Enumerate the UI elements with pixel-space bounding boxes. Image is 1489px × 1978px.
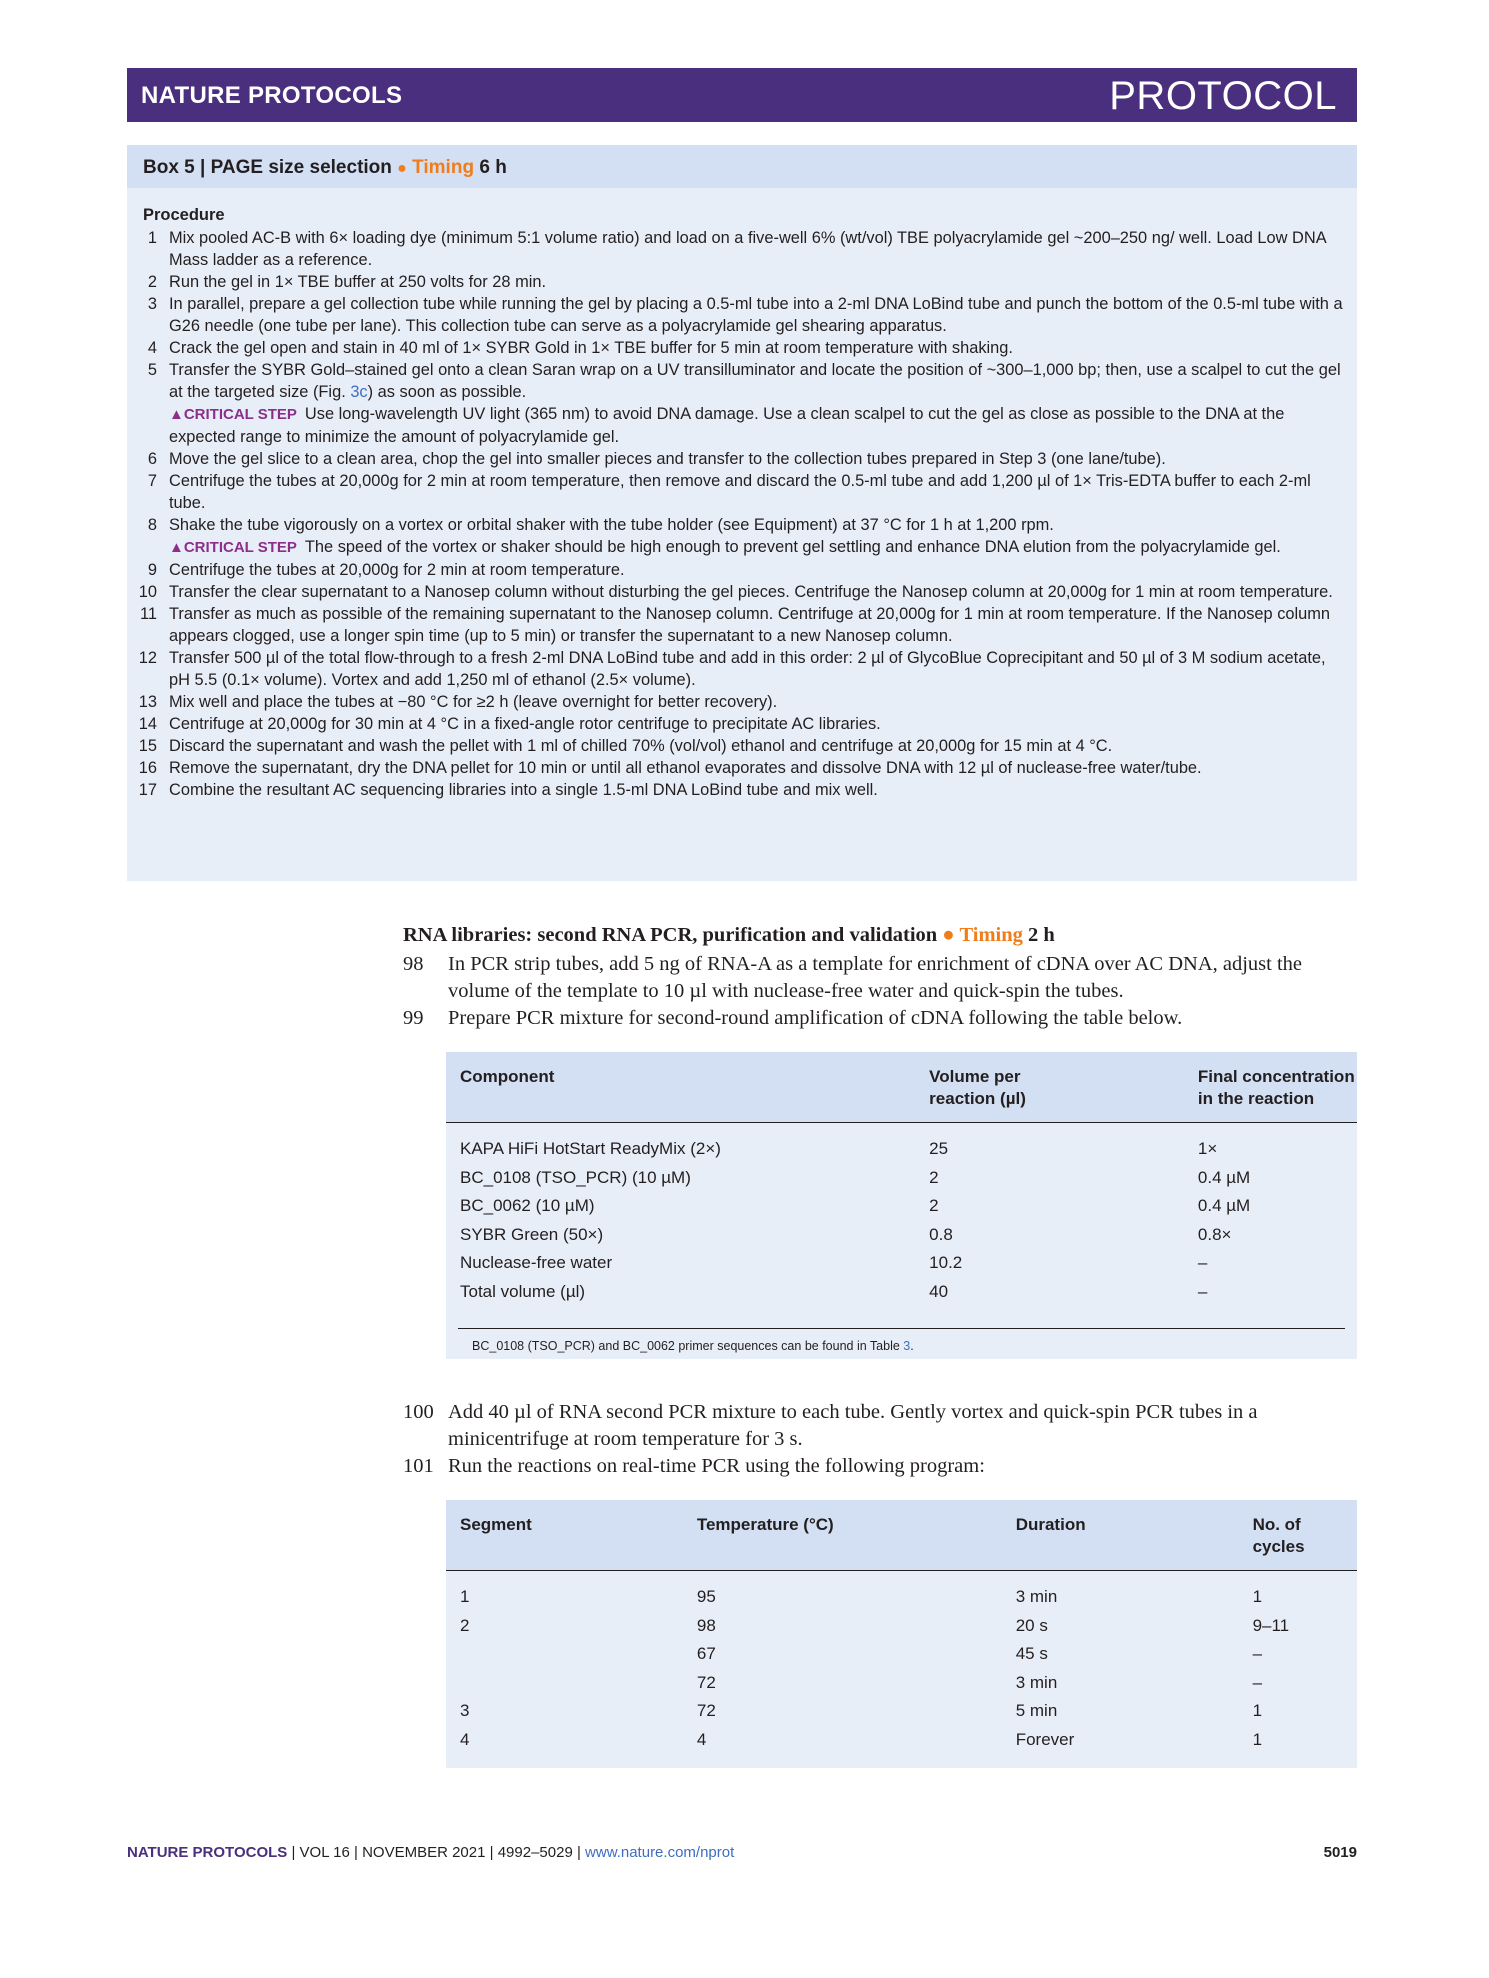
step-number: 9 xyxy=(147,561,157,579)
critical-step xyxy=(169,403,1345,448)
step-text: Move the gel slice to a clean area, chop the gel into smaller pieces and transfer to the collection tubes prepared in Step 3 (one lane/tube). xyxy=(169,450,1166,468)
table-cell: – xyxy=(1197,1281,1208,1301)
table-cell: 4 xyxy=(696,1729,707,1749)
step-text: Shake the tube vigorously on a vortex or orbital shaker with the tube holder (see Equipment) at 37 °C for 1 h at 1,200 rpm. xyxy=(169,516,1054,534)
box-step xyxy=(127,448,1357,470)
step-number: 1 xyxy=(147,229,157,247)
table-cell: BC_0062 (10 µM) xyxy=(460,1196,595,1215)
step-text: Add 40 µl of RNA second PCR mixture to each tube. Gently vortex and quick-spin PCR tubes in a minicentrifuge at room temperature for 3 s. xyxy=(448,1401,1258,1450)
box-title: Box 5 | PAGE size selection ● Timing 6 h xyxy=(127,145,1357,188)
table-cell: 3 min xyxy=(1015,1672,1058,1692)
footer-pages: 4992–5029 xyxy=(497,1844,573,1861)
table-cell: 72 xyxy=(696,1701,716,1720)
box-step xyxy=(127,647,1357,691)
table-footnote: BC_0108 (TSO_PCR) and BC_0062 primer sequences can be found in Table 3. xyxy=(458,1328,1345,1359)
table-cell: – xyxy=(1197,1253,1208,1272)
step-text: Mix well and place the tubes at −80 °C for ≥2 h (leave overnight for better recovery). xyxy=(169,693,778,711)
box-step xyxy=(127,713,1357,735)
timing-dot-icon: ● xyxy=(942,924,955,946)
pcr-program-table xyxy=(446,1500,1357,1768)
table-cell: 98 xyxy=(696,1615,716,1635)
box-step xyxy=(127,514,1357,559)
step-text: Combine the resultant AC sequencing libraries into a single 1.5-ml DNA LoBind tube and mix well. xyxy=(169,781,878,799)
footer-volume: VOL 16 xyxy=(299,1844,350,1861)
running-header xyxy=(127,68,1357,122)
step-number: 11 xyxy=(139,605,157,623)
box-step xyxy=(127,735,1357,757)
table-cell: Forever xyxy=(1015,1729,1075,1749)
table-cell: 1 xyxy=(1252,1587,1263,1606)
step-text: Transfer 500 µl of the total flow-through to a fresh 2-ml DNA LoBind tube and add in this order: 2 µl of GlycoBlue Coprecipitant and 50 µl of 3 M sodium acetate, pH 5.5 (0.1× volume). Vortex and add 1,250 ml of ethanol (2.5× volume). xyxy=(169,649,1326,689)
critical-text: Use long-wavelength UV light (365 nm) to avoid DNA damage. Use a clean scalpel to cut the gel as close as possible to the DNA at the expected range to minimize the amount of polyacrylamide gel. xyxy=(169,405,1285,446)
step-text: Transfer as much as possible of the remaining supernatant to the Nanosep column. Centrifuge at 20,000g for 1 min at room temperature. If the Nanosep column appears clogged, use a longer spin time (up to 5 min) or transfer the supernatant to a new Nanosep column. xyxy=(169,605,1331,645)
step-text: Discard the supernatant and wash the pellet with 1 ml of chilled 70% (vol/vol) ethanol and centrifuge at 20,000g for 15 min at 4 °C. xyxy=(169,737,1113,755)
critical-step xyxy=(169,536,1345,559)
table-cell: 4 xyxy=(460,1729,470,1749)
table-cell: Total volume (µl) xyxy=(460,1281,586,1301)
table-cell: 72 xyxy=(696,1672,716,1692)
box-step xyxy=(127,581,1357,603)
step-number: 8 xyxy=(147,516,157,534)
step-text: In PCR strip tubes, add 5 ng of RNA-A as a template for enrichment of cDNA over AC DNA, adjust the volume of the template to 10 µl with nuclease-free water and quick-spin the tubes. xyxy=(448,953,1303,1002)
box-step xyxy=(127,293,1357,337)
box-step xyxy=(127,359,1357,448)
table-cell: 1 xyxy=(1252,1701,1263,1720)
page-footer: NATURE PROTOCOLS | VOL 16 | NOVEMBER 2021 | 4992–5029 | www.nature.com/nprot 5019 xyxy=(127,1844,1357,1861)
table-cell: – xyxy=(1252,1672,1263,1692)
table-cell: 95 xyxy=(696,1587,716,1606)
step-text: Mix pooled AC-B with 6× loading dye (minimum 5:1 volume ratio) and load on a five-well 6% (wt/vol) TBE polyacrylamide gel ~200–250 ng/ well. Load Low DNA Mass ladder as a reference. xyxy=(169,229,1326,269)
table-cell: 20 s xyxy=(1015,1615,1048,1635)
box-step xyxy=(127,227,1357,271)
section-heading: RNA libraries: second RNA PCR, purification and validation ● Timing 2 h xyxy=(403,924,1055,946)
table-cell: 67 xyxy=(696,1644,716,1663)
figure-link[interactable]: 3c xyxy=(350,383,368,401)
step-number: 15 xyxy=(138,737,157,755)
column-header: No. of cycles xyxy=(1239,1500,1357,1571)
column-header: Component xyxy=(446,1052,915,1123)
box-step xyxy=(127,691,1357,713)
step-text: Transfer the clear supernatant to a Nanosep column without disturbing the gel pieces. Centrifuge the Nanosep column at 20,000g for 1 min at room temperature. xyxy=(169,583,1333,601)
step-number: 17 xyxy=(138,781,157,799)
table-row xyxy=(446,1612,1357,1641)
table-cell: 1 xyxy=(1252,1729,1263,1749)
step-number: 100 xyxy=(403,1401,434,1423)
main-content xyxy=(403,924,1357,1768)
footer-date: NOVEMBER 2021 xyxy=(362,1844,486,1861)
box-5 xyxy=(127,145,1357,881)
step-text: In parallel, prepare a gel collection tube while running the gel by placing a 0.5-ml tube into a 2-ml DNA LoBind tube and punch the bottom of the 0.5-ml tube with a G26 needle (one tube per lane). This collection tube can serve as a polyacrylamide gel shearing apparatus. xyxy=(169,295,1343,335)
step-number: 12 xyxy=(138,649,157,667)
table-cell: 0.4 µM xyxy=(1197,1196,1251,1215)
table-row xyxy=(446,1278,1357,1307)
step-number: 2 xyxy=(147,273,157,291)
table-row xyxy=(446,1571,1357,1612)
critical-label: ▲CRITICAL STEP xyxy=(169,539,297,556)
step-number: 3 xyxy=(147,295,157,313)
step-number: 4 xyxy=(147,339,157,357)
article-type: PROTOCOL xyxy=(1109,74,1337,118)
column-header: Segment xyxy=(446,1500,683,1571)
table-row xyxy=(446,1123,1357,1164)
page-number: 5019 xyxy=(1323,1844,1357,1861)
table-cell: – xyxy=(1252,1644,1263,1663)
step-number: 14 xyxy=(138,715,157,733)
box-step xyxy=(127,337,1357,359)
table-cell: 3 xyxy=(460,1701,470,1720)
column-header: Temperature (°C) xyxy=(683,1500,1002,1571)
box-step xyxy=(127,470,1357,514)
journal-name: NATURE PROTOCOLS xyxy=(141,82,403,109)
table-cell: 2 xyxy=(929,1196,939,1215)
steps-100-101 xyxy=(403,1399,1357,1480)
table-row xyxy=(446,1669,1357,1698)
step-number: 7 xyxy=(147,472,157,490)
step-number: 16 xyxy=(138,759,157,777)
step-text: Crack the gel open and stain in 40 ml of 1× SYBR Gold in 1× TBE buffer for 5 min at room temperature with shaking. xyxy=(169,339,1013,357)
timing-dot-icon: ● xyxy=(397,160,407,177)
step-text: Transfer the SYBR Gold–stained gel onto a clean Saran wrap on a UV transilluminator and locate the position of ~300–1,000 bp; then, use a scalpel to cut the gel at the targeted size (Fig. xyxy=(169,361,1341,401)
table-cell: 1× xyxy=(1197,1139,1218,1158)
procedure-heading: Procedure xyxy=(143,206,225,224)
protocol-step xyxy=(403,1005,1357,1032)
table-cell xyxy=(446,1669,683,1698)
critical-label: ▲CRITICAL STEP xyxy=(169,406,297,423)
box-step xyxy=(127,271,1357,293)
step-number: 101 xyxy=(403,1455,434,1477)
box-step xyxy=(127,559,1357,581)
step-number: 98 xyxy=(403,953,424,975)
column-header: Final concentration in the reaction xyxy=(1184,1052,1357,1123)
step-number: 10 xyxy=(138,583,157,601)
table-cell: 2 xyxy=(460,1615,470,1635)
table-row xyxy=(446,1726,1357,1755)
table-cell xyxy=(446,1640,683,1669)
table-row xyxy=(446,1697,1357,1726)
column-header: Volume per reaction (µl) xyxy=(915,1052,1184,1123)
table-cell: 1 xyxy=(460,1587,470,1606)
table-cell: 2 xyxy=(929,1167,939,1187)
step-number: 6 xyxy=(147,450,157,468)
footer-url-link[interactable]: www.nature.com/nprot xyxy=(585,1844,735,1861)
protocol-step xyxy=(403,1453,1357,1480)
table-cell: 9–11 xyxy=(1252,1615,1290,1635)
table-cell: BC_0108 (TSO_PCR) (10 µM) xyxy=(460,1167,691,1187)
table-cell: 3 min xyxy=(1015,1587,1058,1606)
step-text: Centrifuge at 20,000g for 30 min at 4 °C in a fixed-angle rotor centrifuge to precipitate AC libraries. xyxy=(169,715,881,733)
step-text: Prepare PCR mixture for second-round amplification of cDNA following the table below. xyxy=(448,1007,1183,1029)
table-cell: 25 xyxy=(929,1139,949,1158)
box-step xyxy=(127,603,1357,647)
box-step xyxy=(127,779,1357,801)
step-text: Run the gel in 1× TBE buffer at 250 volts for 28 min. xyxy=(169,273,547,291)
table-cell: Nuclease-free water xyxy=(460,1253,613,1272)
footer-journal: NATURE PROTOCOLS xyxy=(127,1844,288,1861)
table-cell: 0.8 xyxy=(929,1224,953,1244)
table-cell: 5 min xyxy=(1015,1701,1058,1720)
table-3-link[interactable]: 3 xyxy=(903,1339,911,1353)
critical-text: The speed of the vortex or shaker should be high enough to prevent gel settling and enhance DNA elution from the polyacrylamide gel. xyxy=(304,538,1281,556)
column-header: Duration xyxy=(1002,1500,1239,1571)
step-number: 5 xyxy=(147,361,157,379)
table-cell: 0.8× xyxy=(1197,1224,1232,1244)
table-row xyxy=(446,1640,1357,1669)
table-row xyxy=(446,1192,1357,1221)
protocol-step xyxy=(403,951,1357,1005)
table-cell: 45 s xyxy=(1015,1644,1048,1663)
step-number: 13 xyxy=(138,693,157,711)
box-step xyxy=(127,757,1357,779)
step-text: ) as soon as possible. xyxy=(367,383,527,401)
protocol-step xyxy=(403,1399,1357,1453)
step-number: 99 xyxy=(403,1007,424,1029)
table-cell: 10.2 xyxy=(929,1253,963,1272)
table-row xyxy=(446,1249,1357,1278)
box-steps xyxy=(127,227,1357,801)
pcr-mix-table xyxy=(446,1052,1357,1359)
step-text: Centrifuge the tubes at 20,000g for 2 min at room temperature, then remove and discard the 0.5-ml tube and add 1,200 µl of 1× Tris-EDTA buffer to each 2-ml tube. xyxy=(169,472,1311,512)
step-text: Run the reactions on real-time PCR using the following program: xyxy=(448,1455,985,1477)
table-cell: 0.4 µM xyxy=(1197,1167,1251,1187)
table-cell: KAPA HiFi HotStart ReadyMix (2×) xyxy=(460,1139,721,1158)
steps-98-99 xyxy=(403,951,1357,1032)
table-row xyxy=(446,1164,1357,1193)
step-text: Remove the supernatant, dry the DNA pellet for 10 min or until all ethanol evaporates and dissolve DNA with 12 µl of nuclease-free water/tube. xyxy=(169,759,1202,777)
table-cell: 40 xyxy=(929,1281,949,1301)
table-row xyxy=(446,1221,1357,1250)
table-cell: SYBR Green (50×) xyxy=(460,1224,604,1244)
step-text: Centrifuge the tubes at 20,000g for 2 min at room temperature. xyxy=(169,561,625,579)
